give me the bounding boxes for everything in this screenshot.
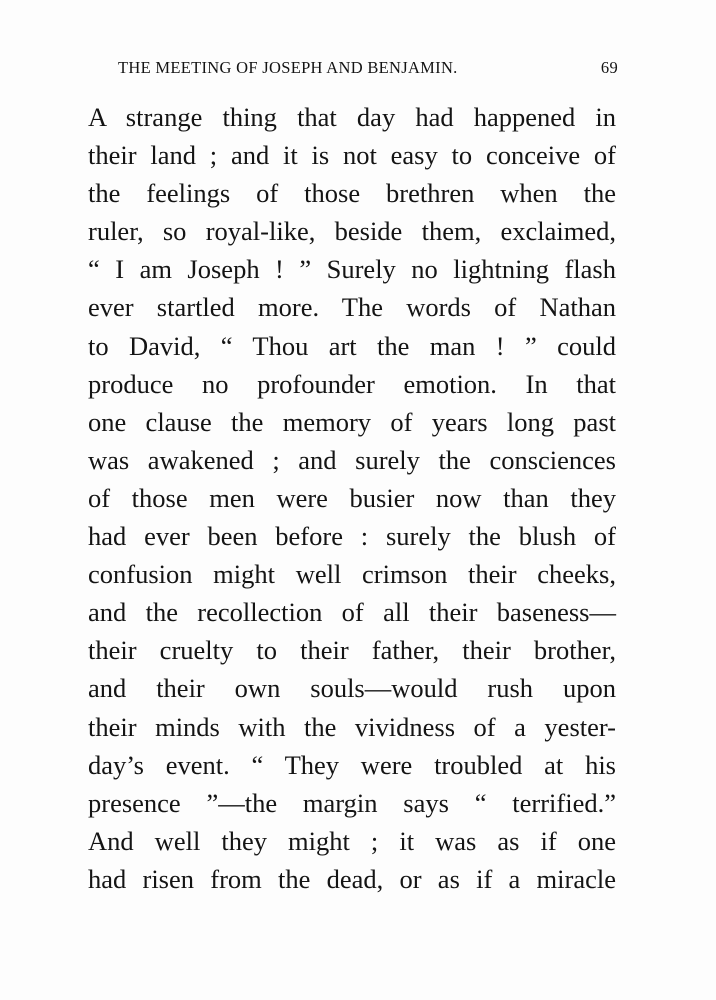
text-line: one clause the memory of years long past [88,406,616,437]
text-line: and the recollection of all their baseness— [88,597,616,628]
page-number: 69 [600,58,618,77]
text-line: the feelings of those brethren when the [88,178,616,209]
text-line: ever startled more. The words of Nathan [88,292,616,323]
text-line: day’s event. “ They were troubled at his [88,749,616,780]
text-line: had ever been before : surely the blush of [88,521,616,552]
text-line: A strange thing that day had happened in [88,102,616,132]
text-line: had risen from the dead, or as if a miracle [88,863,616,894]
text-line: produce no profounder emotion. In that [88,368,616,399]
running-head [118,58,618,80]
text-line: their land ; and it is not easy to conceive of [88,140,616,171]
text-line: “ I am Joseph ! ” Surely no lightning flash [88,254,616,285]
text-line: their minds with the vividness of a yester- [88,711,616,742]
running-title: THE MEETING OF JOSEPH AND BENJAMIN. [118,58,458,77]
text-line: ruler, so royal-like, beside them, exclaimed, [88,216,616,247]
text-line: confusion might well crimson their cheeks, [88,559,616,590]
text-line: and their own souls—would rush upon [88,673,616,704]
text-line: And well they might ; it was as if one [88,825,616,856]
text-line: presence ”—the margin says “ terrified.” [88,787,616,818]
text-line: of those men were busier now than they [88,482,616,513]
text-line: was awakened ; and surely the consciences [88,444,616,475]
body-text [88,98,616,898]
text-line: to David, “ Thou art the man ! ” could [88,330,616,361]
text-line: their cruelty to their father, their brother, [88,635,616,666]
